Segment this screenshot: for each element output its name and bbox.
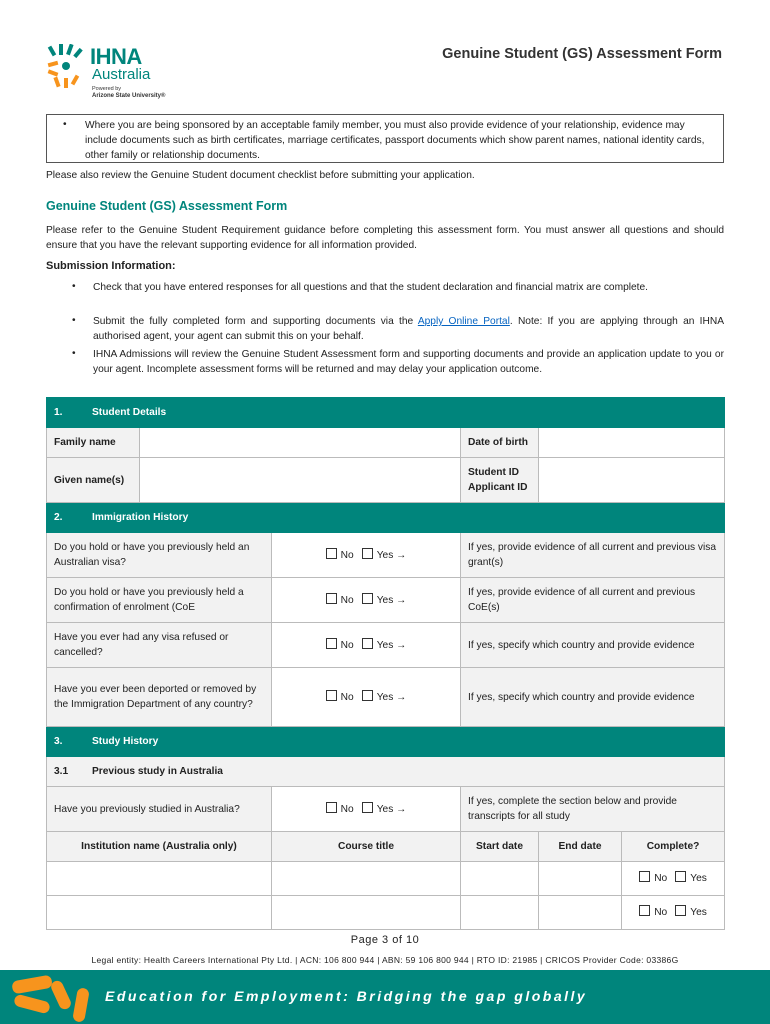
yes-label: Yes: [376, 549, 394, 561]
yes-checkbox[interactable]: [362, 548, 373, 559]
section-title: Genuine Student (GS) Assessment Form: [46, 199, 288, 213]
bullet: •: [63, 119, 67, 130]
sunburst-logo-icon: [46, 44, 86, 88]
submission-title: Submission Information:: [46, 260, 176, 272]
review-note: Please also review the Genuine Student document checklist before submitting your application.: [46, 170, 475, 181]
column-header-complete: Complete?: [622, 832, 725, 862]
given-names-field[interactable]: [140, 458, 461, 503]
yes-no-options: [272, 623, 461, 668]
no-label: No: [654, 907, 668, 918]
table-row: [47, 862, 725, 896]
no-checkbox[interactable]: [639, 871, 650, 882]
bullet: •: [72, 315, 76, 326]
page-header-title: Genuine Student (GS) Assessment Form: [442, 46, 722, 62]
complete-options: [622, 896, 725, 930]
table-row: [47, 787, 725, 832]
sponsorship-note-text: Where you are being sponsored by an acceptable family member, you must also provide evidence of your relationship, evidence may include documents such as birth certificates, marriage certificates, passport documents which show parent names, national identity cards, other family or relationship documents.: [85, 120, 705, 161]
given-names-label: Given name(s): [47, 458, 140, 503]
course-field[interactable]: [272, 862, 461, 896]
yes-checkbox[interactable]: [362, 638, 373, 649]
table-row: [47, 896, 725, 930]
section-header-student-details: [47, 398, 725, 428]
bullet: •: [72, 348, 76, 359]
no-checkbox[interactable]: [326, 638, 337, 649]
date-of-birth-label: Date of birth: [461, 428, 539, 458]
section-number: 2.: [54, 512, 63, 523]
no-checkbox[interactable]: [326, 690, 337, 701]
no-label: No: [340, 549, 354, 561]
section-heading: Student Details: [92, 407, 167, 418]
column-header-institution: Institution name (Australia only): [47, 832, 272, 862]
section-heading: Study History: [92, 736, 159, 747]
bullet: •: [72, 281, 76, 292]
arrow-right-icon: →: [396, 639, 407, 651]
evidence-note: If yes, provide evidence of all current and previous CoE(s): [461, 578, 725, 623]
evidence-note: If yes, complete the section below and provide transcripts for all study: [461, 787, 725, 832]
column-header-course: Course title: [272, 832, 461, 862]
no-checkbox[interactable]: [326, 802, 337, 813]
institution-field[interactable]: [47, 896, 272, 930]
arrow-right-icon: →: [396, 594, 407, 606]
yes-no-options: [272, 787, 461, 832]
question-text: Have you previously studied in Australia?: [47, 787, 272, 832]
no-checkbox[interactable]: [326, 548, 337, 559]
submission-item-1: Check that you have entered responses for all questions and that the student declaration and financial matrix are complete.: [93, 282, 648, 293]
section-number: 1.: [54, 407, 63, 418]
section-header-study-history: [47, 727, 725, 757]
yes-label: Yes: [376, 803, 394, 815]
subsection-number: 3.1: [54, 766, 69, 777]
evidence-note: If yes, specify which country and provide evidence: [461, 668, 725, 727]
table-row: [47, 578, 725, 623]
yes-label: Yes: [376, 691, 394, 703]
sponsorship-note-box: [46, 114, 724, 163]
yes-label: Yes: [690, 873, 707, 884]
student-id-text: Student ID: [468, 467, 519, 478]
yes-checkbox[interactable]: [675, 871, 686, 882]
yes-label: Yes: [690, 907, 707, 918]
student-id-field[interactable]: [539, 458, 725, 503]
arrow-right-icon: →: [396, 549, 407, 561]
logo-powered-by: Powered by: [92, 86, 122, 92]
ihna-logo: [46, 44, 206, 104]
legal-entity-line: Legal entity: Health Careers International Pty Ltd. | ACN: 106 800 944 | ABN: 59 106 800 944 | RTO ID: 21985 | CRICOS Provider Code: 03386G: [91, 955, 679, 965]
page-number: Page 3 of 10: [350, 934, 420, 946]
section-header-immigration-history: [47, 503, 725, 533]
no-label: No: [340, 594, 354, 606]
table-row: [47, 458, 725, 503]
evidence-note: If yes, provide evidence of all current and previous visa grant(s): [461, 533, 725, 578]
intro-paragraph: Please refer to the Genuine Student Requirement guidance before completing this assessment form. You must answer all questions and should ensure that you have the relevant supporting evidence for all information provided.: [46, 225, 724, 251]
logo-partner: Arizone State University®: [92, 93, 166, 99]
student-id-label: [461, 458, 539, 503]
course-field[interactable]: [272, 896, 461, 930]
table-row: [47, 623, 725, 668]
apply-online-portal-link[interactable]: Apply Online Portal: [417, 316, 510, 327]
complete-options: [622, 862, 725, 896]
question-text: Have you ever had any visa refused or cancelled?: [47, 623, 272, 668]
table-row: [47, 533, 725, 578]
submission-item-2-note: . Note: If you are applying through an IHNA authorised agent, your agent can submit this on your behalf.: [93, 316, 724, 342]
yes-no-options: [272, 578, 461, 623]
yes-checkbox[interactable]: [675, 905, 686, 916]
study-table-header: [47, 832, 725, 862]
yes-label: Yes: [376, 594, 394, 606]
table-row: [47, 668, 725, 727]
arrow-right-icon: →: [396, 691, 407, 703]
applicant-id-text: Applicant ID: [468, 482, 528, 493]
start-date-field[interactable]: [461, 862, 539, 896]
section-heading: Immigration History: [92, 512, 189, 523]
yes-checkbox[interactable]: [362, 690, 373, 701]
logo-country: Australia: [92, 66, 151, 83]
family-name-label: Family name: [47, 428, 140, 458]
no-label: No: [654, 873, 668, 884]
submission-item-2: [93, 314, 724, 344]
end-date-field[interactable]: [539, 896, 622, 930]
evidence-note: If yes, specify which country and provide evidence: [461, 623, 725, 668]
subsection-heading: Previous study in Australia: [92, 766, 223, 777]
no-checkbox[interactable]: [326, 593, 337, 604]
end-date-field[interactable]: [539, 862, 622, 896]
question-text: Do you hold or have you previously held a confirmation of enrolment (CoE: [47, 578, 272, 623]
no-checkbox[interactable]: [639, 905, 650, 916]
yes-no-options: [272, 668, 461, 727]
arrow-right-icon: →: [396, 803, 407, 815]
yes-checkbox[interactable]: [362, 802, 373, 813]
yes-no-options: [272, 533, 461, 578]
column-header-end-date: End date: [539, 832, 622, 862]
column-header-start-date: Start date: [461, 832, 539, 862]
logo-wordmark: IHNA: [90, 44, 142, 69]
subsection-header: [47, 757, 725, 787]
no-label: No: [340, 803, 354, 815]
question-text: Have you ever been deported or removed by the Immigration Department of any country?: [47, 668, 272, 727]
question-text: Do you hold or have you previously held an Australian visa?: [47, 533, 272, 578]
yes-checkbox[interactable]: [362, 593, 373, 604]
date-of-birth-field[interactable]: [539, 428, 725, 458]
family-name-field[interactable]: [140, 428, 461, 458]
submission-item-3: IHNA Admissions will review the Genuine Student Assessment form and supporting documents and provide an application update to you or your agent. Incomplete assessment forms will be returned and may delay your application outcome.: [93, 349, 724, 375]
yes-label: Yes: [376, 639, 394, 651]
submission-item-2-text: Submit the fully completed form and supporting documents via the: [93, 316, 418, 327]
no-label: No: [340, 691, 354, 703]
table-row: [47, 428, 725, 458]
no-label: No: [340, 639, 354, 651]
sunburst-decoration-icon: [0, 970, 110, 1024]
start-date-field[interactable]: [461, 896, 539, 930]
institution-field[interactable]: [47, 862, 272, 896]
section-number: 3.: [54, 736, 63, 747]
assessment-form-table: [46, 397, 725, 930]
footer-tagline: Education for Employment: Bridging the gap globally: [105, 988, 588, 1004]
